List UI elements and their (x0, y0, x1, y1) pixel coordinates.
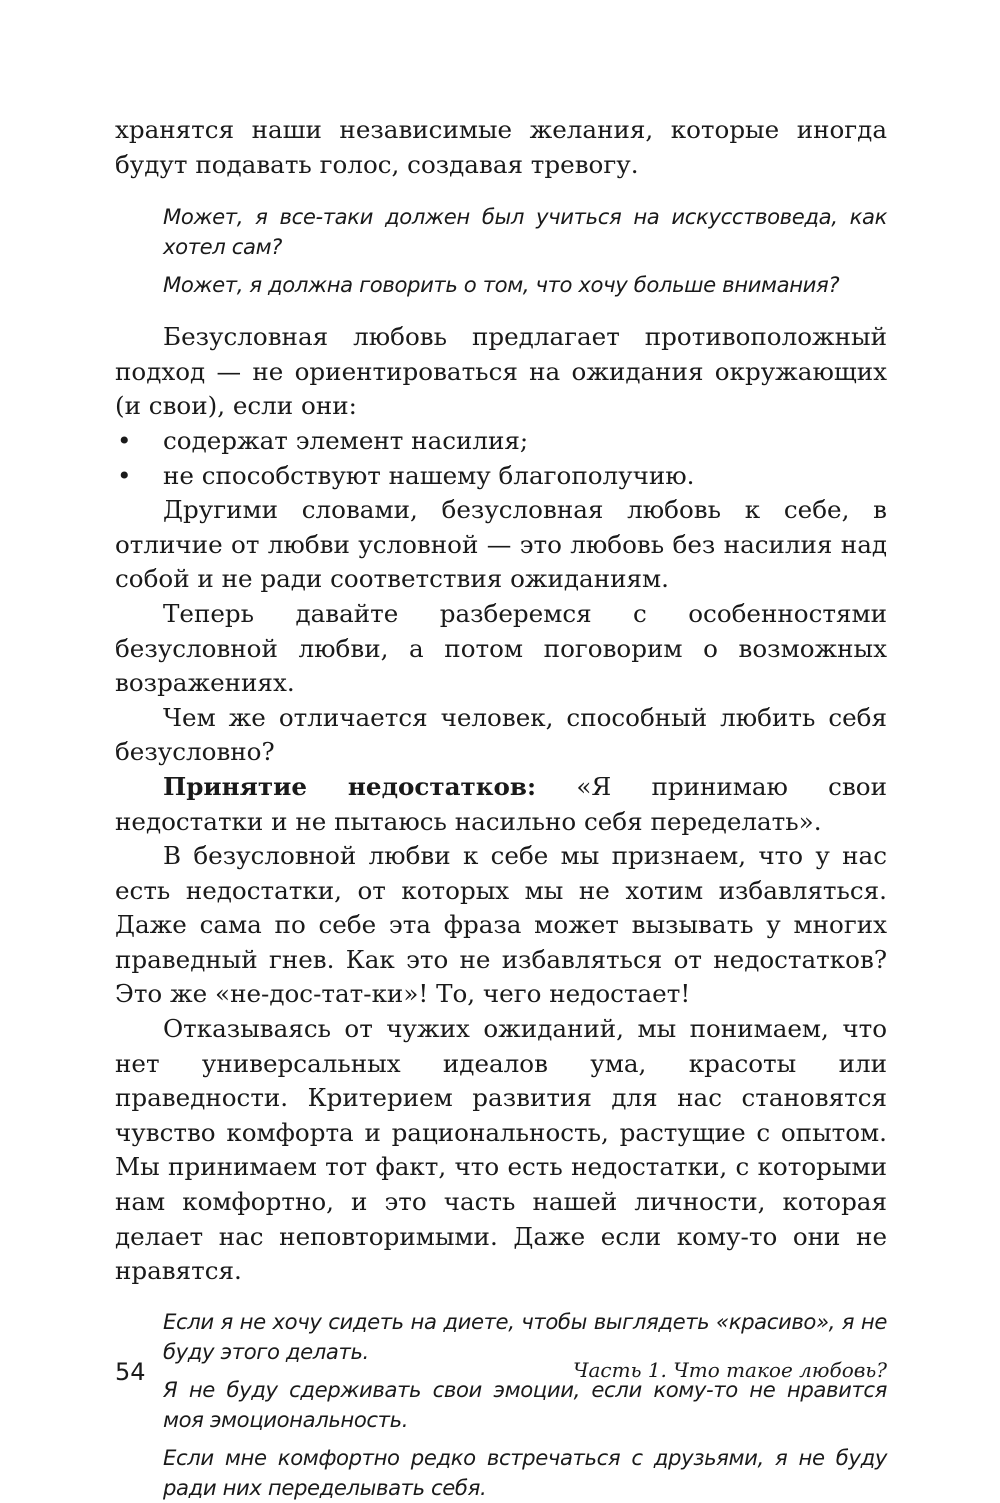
quote-block (115, 202, 887, 300)
bullet-icon: • (117, 425, 132, 455)
italic-quote: Я не буду сдерживать свои эмоции, если кому-то не нравится моя эмоциональность. (163, 1376, 887, 1432)
bullet-list (115, 424, 887, 493)
paragraph: Чем же отличается человек, способный любить себя безусловно? (115, 702, 887, 767)
paragraph (115, 770, 887, 839)
italic-quote: Может, я должна говорить о том, что хочу больше внимания? (163, 272, 840, 298)
list-item-text: содержат элемент насилия; (163, 425, 529, 455)
italic-quote: Если я не хочу сидеть на диете, чтобы выглядеть «красиво», я не буду этого делать. (163, 1308, 887, 1364)
paragraph: Безусловная любовь предлагает противоположный подход — не ориентироваться на ожидания окружающих (и свои), если они: (115, 322, 887, 421)
bold-lead: Принятие недостатков: (163, 771, 537, 801)
paragraph: В безусловной любви к себе мы признаем, что у нас есть недостатки, от которых мы не хотим избавляться. Даже сама по себе эта фраза может вызывать у многих праведный гнев. Как это не избавляться от недостатков? Это же «не-дос-тат-ки»! То, чего недостает! (115, 841, 887, 1009)
running-title: Часть 1. Что такое любовь? (573, 1358, 887, 1382)
bullet-icon: • (117, 460, 132, 490)
page-body (115, 113, 887, 1503)
italic-quote: Если мне комфортно редко встречаться с друзьями, я не буду ради них переделывать себя. (163, 1444, 887, 1500)
quote-block (115, 1307, 887, 1503)
paragraph-text: «Я принимаю свои недостатки и не пытаюсь насильно себя переделать». (115, 771, 887, 836)
paragraph: хранятся наши независимые желания, которые иногда будут подавать голос, создавая тревогу. (115, 115, 887, 179)
list-item-text: не способствуют нашему благополучию. (163, 460, 695, 490)
list-item (115, 424, 887, 459)
paragraph: Отказываясь от чужих ожиданий, мы понимаем, что нет универсальных идеалов ума, красоты или праведности. Критерием развития для нас становятся чувство комфорта и рациональность, растущие с опытом. Мы принимаем тот факт, что есть недостатки, с которыми нам комфортно, и это часть нашей личности, которая делает нас неповторимыми. Даже если кому-то они не нравятся. (115, 1014, 887, 1286)
paragraph: Теперь давайте разберемся с особенностями безусловной любви, а потом поговорим о возможных возражениях. (115, 598, 887, 698)
list-item (115, 459, 887, 494)
italic-quote: Может, я все-таки должен был учиться на искусствоведа, как хотел сам? (163, 204, 887, 260)
page-number: 54 (115, 1358, 146, 1386)
paragraph: Другими словами, безусловная любовь к себе, в отличие от любви условной — это любовь без насилия над собой и не ради соответствия ожиданиям. (115, 495, 887, 594)
